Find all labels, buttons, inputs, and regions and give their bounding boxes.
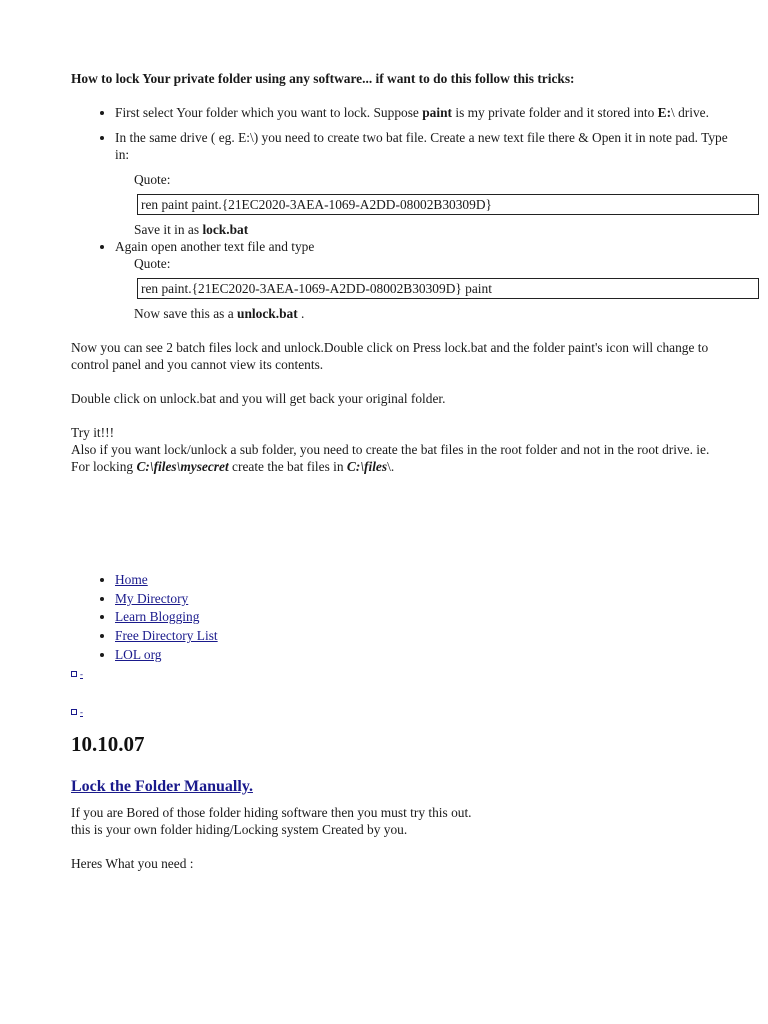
post-title-link[interactable]: Lock the Folder Manually.: [71, 777, 253, 795]
nav-link-directory-item: [115, 590, 731, 609]
subfolder-text-a: Also if you want lock/unlock a sub folder, you need to create the bat files in the root folder and not in the root drive. ie. For locking: [71, 442, 710, 474]
quote-code-unlock: ren paint.{21EC2020-3AEA-1069-A2DD-08002B30309D} paint: [137, 278, 759, 299]
nav-link-blogging-item: [115, 608, 731, 627]
lock-bat-filename: lock.bat: [202, 222, 249, 237]
nav-link-home-item: [115, 571, 731, 590]
step-2: [115, 129, 731, 238]
nav-link-free-directory-item: [115, 627, 731, 646]
quote-label: Quote:: [134, 256, 171, 271]
save-instruction-unlock: [134, 305, 731, 322]
quote-block-unlock: [134, 255, 731, 322]
page-content: [71, 70, 731, 872]
step-2-text: In the same drive ( eg. E:\) you need to create two bat file. Create a new text file there & Open it in note pad. Type in:: [115, 130, 728, 162]
post-line-2: this is your own folder hiding/Locking system Created by you.: [71, 821, 408, 837]
step-3-text: Again open another text file and type: [115, 239, 315, 254]
broken-image-icon: [71, 671, 77, 677]
step-1-drive: E:: [657, 105, 672, 120]
secret-path: C:\files\mysecret: [136, 459, 229, 474]
paragraph-unlock: Double click on unlock.bat and you will get back your original folder.: [71, 391, 446, 406]
step-1: [115, 104, 731, 121]
save-instruction-lock: [134, 221, 731, 238]
quote-code-lock: ren paint paint.{21EC2020-3AEA-1069-A2DD-08002B30309D}: [137, 194, 759, 215]
tiny-image-link-2[interactable]: -: [71, 707, 731, 717]
nav-link-my-directory[interactable]: My Directory: [115, 590, 189, 606]
steps-list: [71, 104, 731, 322]
quote-label: Quote:: [134, 172, 171, 187]
save-suffix: .: [297, 306, 305, 321]
step-3: [115, 238, 731, 322]
quote-block-lock: [134, 171, 731, 238]
nav-link-free-directory-list[interactable]: Free Directory List: [115, 628, 218, 644]
post-body: [71, 804, 731, 872]
save-prefix: Now save this as a: [134, 306, 238, 321]
post-title: [71, 777, 731, 797]
files-path: C:\files: [346, 459, 388, 474]
nav-link-home[interactable]: Home: [115, 572, 148, 587]
paragraph-batch-files: Now you can see 2 batch files lock and unlock.Double click on Press lock.bat and the folder paint's icon will change to control panel and you cannot view its contents.: [71, 340, 709, 372]
article-heading: How to lock Your private folder using any software... if want to do this follow this tricks:: [71, 71, 575, 86]
broken-image-icon: [71, 709, 77, 715]
subfolder-text-b: create the bat files in: [228, 459, 347, 474]
nav-links: [71, 571, 731, 665]
post-date: 10.10.07: [71, 731, 145, 756]
save-prefix: Save it in as: [134, 222, 203, 237]
step-1-text-b: is my private folder and it stored into: [452, 105, 658, 120]
tiny-image-link-1[interactable]: -: [71, 669, 731, 679]
post-line-3: Heres What you need :: [71, 855, 194, 871]
paragraph-subfolder: [71, 424, 731, 475]
post-line-1: If you are Bored of those folder hiding software then you must try this out.: [71, 804, 472, 820]
step-1-text-c: \ drive.: [671, 105, 709, 120]
step-1-folder-name: paint: [422, 105, 452, 120]
step-1-text-a: First select Your folder which you want to lock. Suppose: [115, 105, 423, 120]
nav-link-learn-blogging[interactable]: Learn Blogging: [115, 609, 200, 625]
subfolder-text-c: \.: [387, 459, 395, 474]
nav-link-lol-org[interactable]: LOL org: [115, 646, 162, 662]
unlock-bat-filename: unlock.bat: [237, 306, 298, 321]
nav-link-lol-item: [115, 646, 731, 665]
try-it-text: Try it!!!: [71, 425, 115, 440]
